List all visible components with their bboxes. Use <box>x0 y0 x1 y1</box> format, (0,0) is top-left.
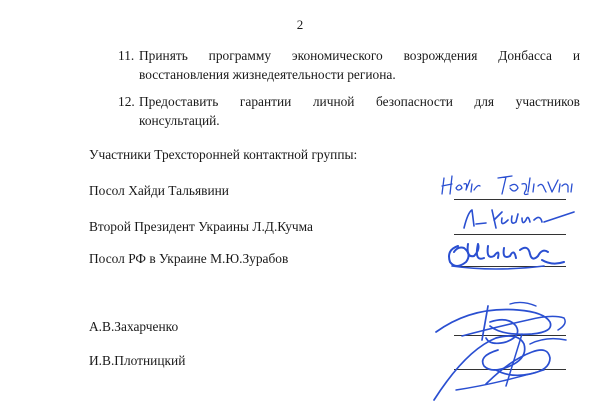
list-item-line: консультаций. <box>139 113 220 128</box>
signature-plotnitsky-drawing <box>426 330 576 406</box>
list-item-line: восстановления жизнедеятельности региона. <box>139 67 396 82</box>
signature-kuchma <box>456 204 586 234</box>
signature-zurabov <box>444 236 569 274</box>
signature-tagliavini <box>438 172 578 202</box>
signatory-name: А.В.Захарченко <box>89 319 179 334</box>
group-heading: Участники Трехсторонней контактной группы: <box>89 147 358 162</box>
signatory-name: Посол Хайди Тальявини <box>89 183 229 198</box>
list-item-text <box>139 92 580 130</box>
list-item-number: 12. <box>118 94 135 109</box>
signature-kuchma-drawing <box>456 204 586 234</box>
signature-tagliavini-drawing <box>438 172 578 202</box>
list-item-text <box>139 46 580 84</box>
page-number: 2 <box>296 17 304 32</box>
list-item-12 <box>118 92 580 130</box>
list-item-11 <box>118 46 580 84</box>
list-item-line: Предоставить гарантии личной безопасности для участников <box>139 94 580 109</box>
list-item-number: 11. <box>118 48 135 63</box>
signature-zurabov-drawing <box>444 236 569 274</box>
list-item-line: Принять программу экономического возрождения Донбасса и <box>139 48 580 63</box>
signatory-name: И.В.Плотницкий <box>89 353 186 368</box>
signatory-name: Второй Президент Украины Л.Д.Кучма <box>89 219 313 234</box>
signatory-name: Посол РФ в Украине М.Ю.Зурабов <box>89 251 289 266</box>
signature-line <box>454 234 566 235</box>
signature-plotnitsky <box>426 330 576 406</box>
